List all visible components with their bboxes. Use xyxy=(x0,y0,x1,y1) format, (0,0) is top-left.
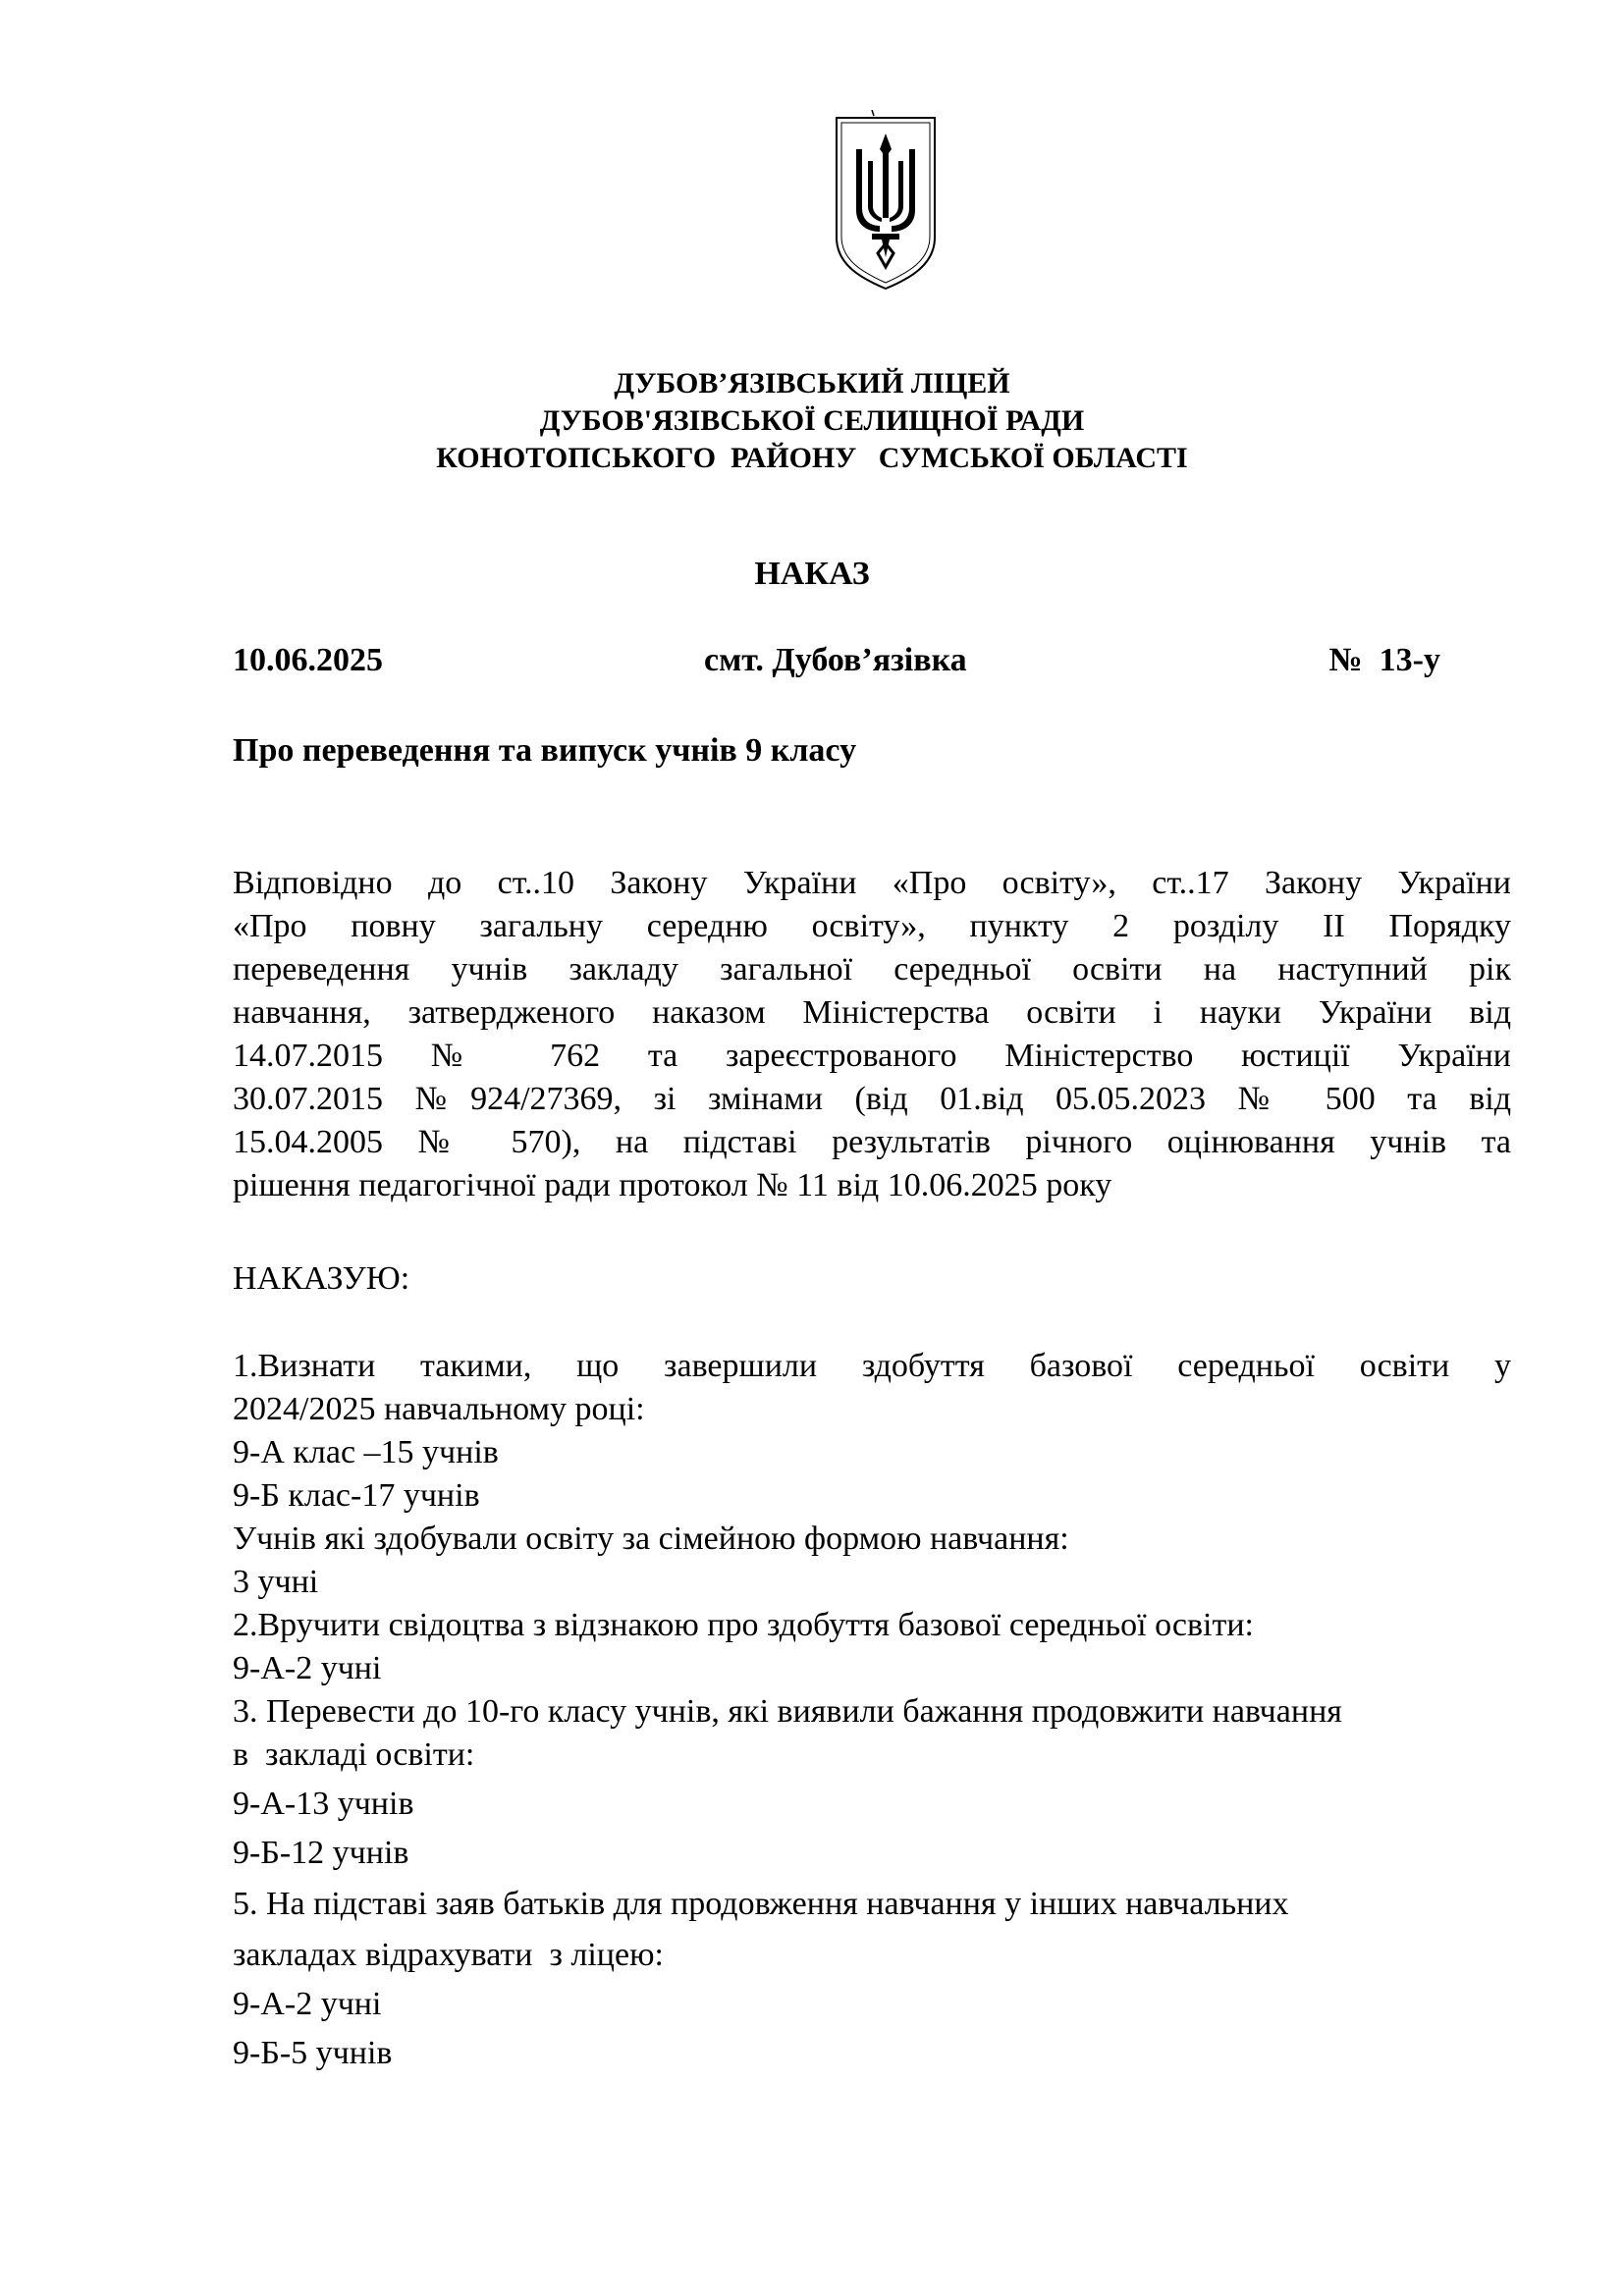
preamble-paragraph xyxy=(233,862,1511,1207)
item-3-line-2: в закладі освіти: xyxy=(233,1736,475,1773)
item-2: 2.Вручити свідоцтва з відзнакою про здобуття базової середньої освіти: xyxy=(233,1607,1255,1643)
organization-line-3: КОНОТОПСЬКОГО РАЙОНУ СУМСЬКОЇ ОБЛАСТІ xyxy=(436,442,1188,474)
organization-line-2: ДУБОВ'ЯЗІВСЬКОЇ СЕЛИЩНОЇ РАДИ xyxy=(539,404,1085,437)
item-1-line-2: 2024/2025 навчальному році: xyxy=(233,1391,645,1427)
preamble-line: рішення педагогічної ради протокол № 11 від 10.06.2025 року xyxy=(233,1167,1112,1203)
order-directive-word: НАКАЗУЮ: xyxy=(233,1260,410,1297)
item-5-line-2: закладах відрахувати з ліцею: xyxy=(233,1937,664,1973)
item-3-class-b: 9-Б-12 учнів xyxy=(233,1835,409,1871)
item-5-class-a: 9-А-2 учні xyxy=(233,1986,382,2022)
item-1-line-1: 1.Визнати такими, що завершили здобуття базової середньої освіти у xyxy=(233,1348,1511,1384)
item-2-class-a: 9-А-2 учні xyxy=(233,1650,382,1686)
preamble-line: Відповідно до ст..10 Закону України «Про освіту», ст..17 Закону України xyxy=(233,865,1511,901)
organization-header xyxy=(0,365,1624,477)
item-1-family-form: Учнів які здобували освіту за сімейною формою навчання: xyxy=(233,1521,1069,1557)
organization-line-1: ДУБОВ’ЯЗІВСЬКИЙ ЛІЦЕЙ xyxy=(614,367,1010,400)
item-3-class-a: 9-А-13 учнів xyxy=(233,1786,414,1822)
coat-of-arms-icon xyxy=(833,110,939,291)
order-date: 10.06.2025 xyxy=(233,642,383,678)
item-5-line-1: 5. На підставі заяв батьків для продовження навчання у інших навчальних xyxy=(233,1886,1289,1922)
order-items xyxy=(233,1345,1511,2075)
preamble-line: переведення учнів закладу загальної середньої освіти на наступний рік xyxy=(233,951,1511,988)
item-3-line-1: 3. Перевести до 10-го класу учнів, які виявили бажання продовжити навчання xyxy=(233,1693,1342,1730)
preamble-line: 15.04.2005 № 570), на підставі результатів річного оцінювання учнів та xyxy=(233,1124,1511,1160)
preamble-line: 30.07.2015 №924/27369, зі змінами (від 01.від 05.05.2023 № 500 та від xyxy=(233,1081,1511,1117)
order-meta-row xyxy=(233,642,1440,685)
order-place: смт. Дубов’язівка xyxy=(704,642,967,678)
document-title: НАКАЗ xyxy=(754,556,870,592)
order-number: № 13-у xyxy=(1328,642,1440,678)
preamble-line: 14.07.2015 № 762 та зареєстрованого Міністерство юстиції України xyxy=(233,1038,1511,1074)
item-1-family-count: 3 учні xyxy=(233,1564,319,1600)
item-1-class-a: 9-А клас –15 учнів xyxy=(233,1434,499,1470)
item-5-class-b: 9-Б-5 учнів xyxy=(233,2035,393,2071)
order-subject: Про переведення та випуск учнів 9 класу xyxy=(233,732,857,769)
preamble-line: навчання, затвердженого наказом Міністерства освіти і науки України від xyxy=(233,994,1511,1031)
item-1-class-b: 9-Б клас-17 учнів xyxy=(233,1477,480,1514)
preamble-line: «Про повну загальну середню освіту», пункту 2 розділу ІІ Порядку xyxy=(233,908,1511,944)
